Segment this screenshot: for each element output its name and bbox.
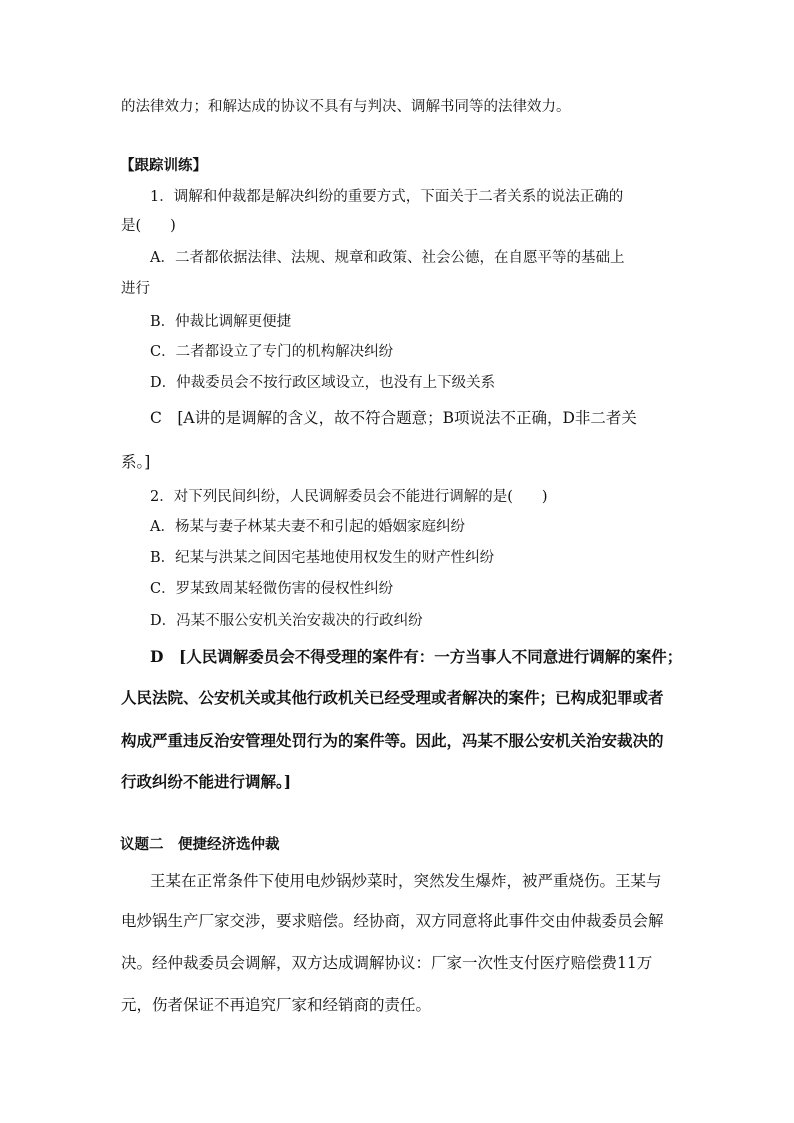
tracking-heading: 【跟踪训练】 — [120, 157, 207, 174]
q1-stem-line2: 是( ) — [121, 218, 176, 234]
q1-stem-line1: 1．调解和仲裁都是解决纠纷的重要方式，下面关于二者关系的说法正确的 — [150, 189, 624, 205]
q2-answer-line2: 人民法院、公安机关或其他行政机关已经受理或者解决的案件；已构成犯罪或者 — [121, 688, 664, 707]
topic2-para-line2: 电炒锅生产厂家交涉，要求赔偿。经协商，双方同意将此事件交由仲裁委员会解 — [121, 912, 664, 930]
q1-option-d: D．仲裁委员会不按行政区域设立，也没有上下级关系 — [150, 375, 496, 391]
q1-option-b: B．仲裁比调解更便捷 — [150, 314, 292, 330]
q2-stem: 2．对下列民间纠纷，人民调解委员会不能进行调解的是( ) — [150, 489, 548, 505]
q1-option-c: C．二者都设立了专门的机构解决纠纷 — [150, 344, 394, 360]
q2-option-a: A．杨某与妻子林某夫妻不和引起的婚姻家庭纠纷 — [150, 519, 465, 535]
q2-answer-line1: D [人民调解委员会不得受理的案件有：一方当事人不同意进行调解的案件； — [150, 647, 683, 666]
topic2-para-line4: 元，伤者保证不再追究厂家和经销商的责任。 — [121, 996, 432, 1014]
q1-answer-line1: C [A讲的是调解的含义，故不符合题意；B项说法不正确，D非二者关 — [150, 409, 637, 427]
q2-answer-line4: 行政纠纷不能进行调解。] — [121, 772, 292, 791]
q1-option-a-line2: 进行 — [121, 281, 150, 297]
q2-option-d: D．冯某不服公安机关治安裁决的行政纠纷 — [150, 613, 423, 629]
q1-option-a-line1: A．二者都依据法律、法规、规章和政策、社会公德，在自愿平等的基础上 — [150, 250, 625, 266]
q2-answer-line3: 构成严重违反治安管理处罚行为的案件等。因此，冯某不服公安机关治安裁决的 — [121, 731, 664, 750]
q1-answer-line2: 系。] — [121, 453, 151, 471]
topic2-para-line1: 王某在正常条件下使用电炒锅炒菜时，突然发生爆炸，被严重烧伤。王某与 — [150, 872, 662, 890]
q2-option-c: C．罗某致周某轻微伤害的侵权性纠纷 — [150, 581, 394, 597]
topic2-heading: 议题二 便捷经济选仲裁 — [120, 836, 280, 853]
topic2-para-line3: 决。经仲裁委员会调解，双方达成调解协议：厂家一次性支付医疗赔偿费11万 — [121, 954, 653, 972]
intro-line: 的法律效力；和解达成的协议不具有与判决、调解书同等的法律效力。 — [121, 99, 571, 115]
q2-option-b: B．纪某与洪某之间因宅基地使用权发生的财产性纠纷 — [150, 550, 495, 566]
